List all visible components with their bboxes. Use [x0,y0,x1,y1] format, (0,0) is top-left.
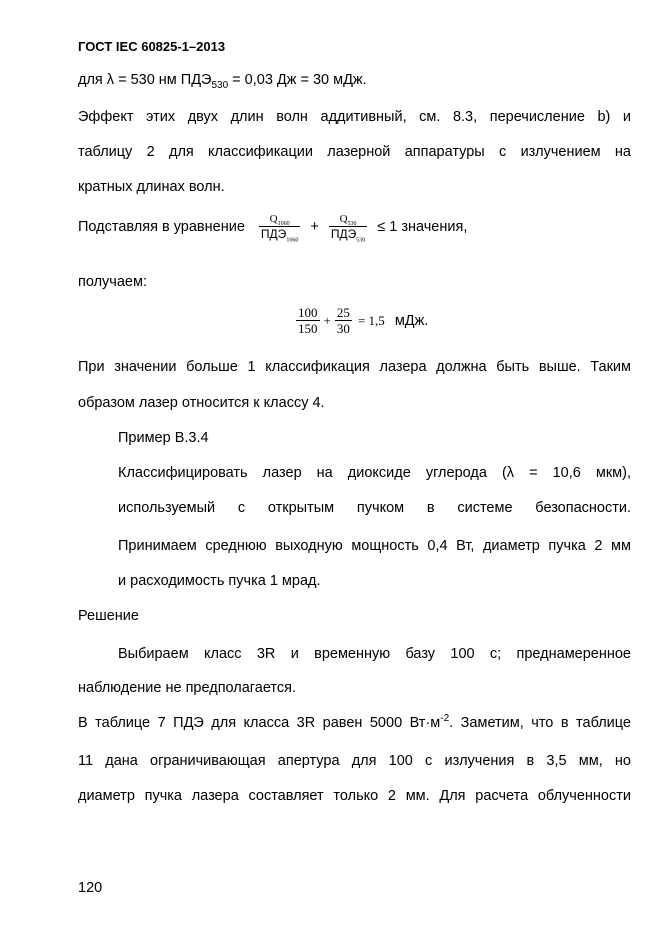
page-number: 120 [78,880,103,896]
paragraph-line: 11 дана ограничивающая апертура для 100 с излучения в 3,5 мм, но [78,753,631,769]
example-title: Пример В.3.4 [118,430,209,446]
equation-lead-text: Подставляя в уравнение [78,219,245,235]
paragraph-line-table7 [78,714,631,732]
equation-tail-text: ≤ 1 значения, [377,219,468,235]
paragraph-line: образом лазер относится к классу 4. [78,395,325,411]
text-fragment: для λ = 530 нм ПДЭ [78,72,212,88]
paragraph-line: При значении больше 1 классификация лазера должна быть выше. Таким [78,359,631,375]
example-line: и расходимость пучка 1 мрад. [118,573,321,589]
plus-sign: + [310,219,319,235]
document-header: ГОСТ IEC 60825-1–2013 [78,39,226,54]
example-line: Принимаем среднюю выходную мощность 0,4 Вт, диаметр пучка 2 мм [118,538,631,554]
fraction-denominator: $ПДЭ_{530}$ [330,227,366,244]
text-fragment: В таблице 7 ПДЭ для класса 3R равен 5000 Вт·м [78,715,441,731]
equation-inline [78,213,468,244]
equation-result [296,305,428,336]
fraction-25-30 [335,305,352,336]
solution-line: наблюдение не предполагается. [78,680,297,696]
plus-sign: + [323,312,331,328]
subscript: 530 [211,79,229,91]
text-line-wavelength-530 [78,71,631,89]
fraction-numerator: $Q_{530}$ [329,213,367,227]
fraction-numerator: 100 [298,305,318,320]
fraction-numerator: 25 [336,305,350,320]
fraction-q1060 [259,213,300,244]
text-fragment: = 0,03 Дж = 30 мДж. [228,72,367,88]
paragraph-line: Эффект этих двух длин волн аддитивный, см. 8.3, перечисление b) и [78,109,631,125]
text-fragment: . Заметим, что в таблице [449,715,631,731]
fraction-denominator: 150 [298,321,318,336]
example-line: используемый с открытым пучком в системе безопасности. [118,500,631,516]
equation-unit: мДж. [394,312,429,329]
fraction-denominator: $ПДЭ_{1060}$ [260,227,299,244]
superscript: -2 [440,713,450,725]
fraction-denominator: 30 [336,321,350,336]
paragraph-line: кратных длинах волн. [78,179,225,195]
solution-title: Решение [78,608,139,624]
fraction-100-150 [296,305,320,336]
text-line-getting: получаем: [78,274,147,290]
paragraph-line: таблицу 2 для классификации лазерной аппаратуры с излучением на [78,144,631,160]
paragraph-line: диаметр пучка лазера составляет только 2 мм. Для расчета облученности [78,788,631,804]
fraction-q530 [329,213,367,244]
example-line: Классифицировать лазер на диоксиде углерода (λ = 10,6 мкм), [118,465,631,481]
solution-line: Выбираем класс 3R и временную базу 100 с; преднамеренное [118,646,631,662]
fraction-numerator: $Q_{1060}$ [259,213,300,227]
equation-result-value: = 1,5 [357,312,385,328]
